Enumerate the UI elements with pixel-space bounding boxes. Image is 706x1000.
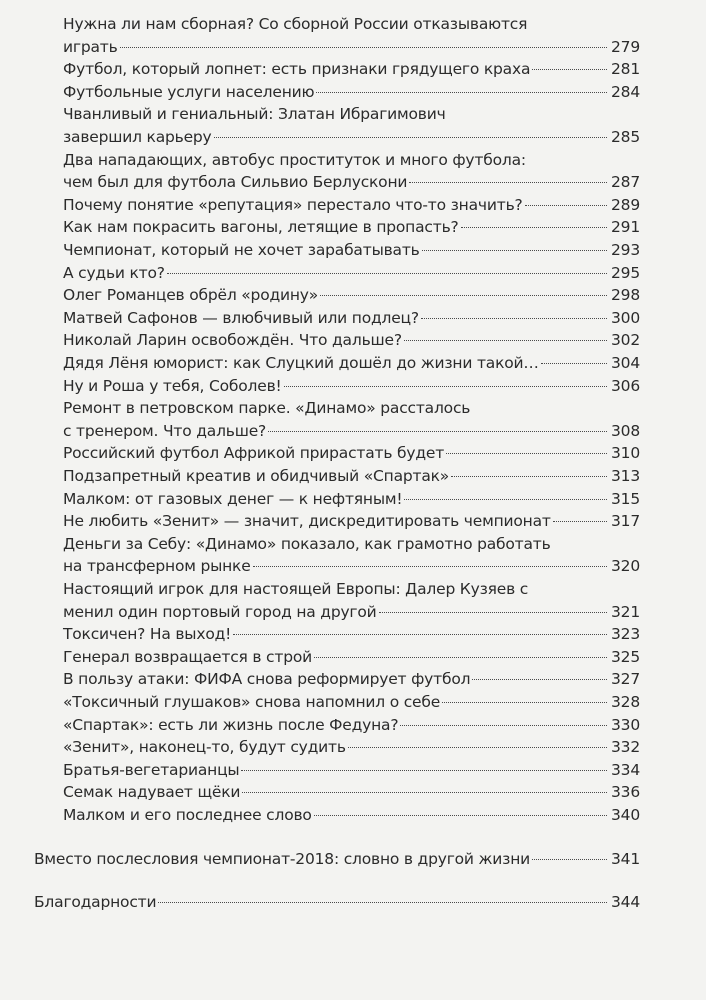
dot-leader [158,902,607,903]
toc-entry-line [63,555,640,578]
toc-entry[interactable] [63,668,640,691]
toc-page-number: 325 [611,647,640,666]
toc-page-number: 320 [611,557,640,576]
toc-entry-line [63,329,640,352]
toc-entry-line [63,194,640,217]
toc-entry[interactable] [63,329,640,352]
dot-leader [253,566,607,567]
toc-entry[interactable] [63,81,640,104]
toc-entry-title: Вместо послесловия чемпионат-2018: словно в другой жизни [34,849,531,868]
toc-entry-title: Футбольные услуги населению [63,82,315,101]
toc-page-number: 306 [611,376,640,395]
toc-page-number: 289 [611,195,640,214]
dot-leader [404,499,607,500]
dot-leader [409,182,607,183]
toc-entry-title: Почему понятие «репутация» перестало что-то значить? [63,195,523,214]
toc-entry[interactable] [63,352,640,375]
toc-entry-line [63,58,640,81]
toc-entry-line [63,736,640,759]
toc-entry-title: «Спартак»: есть ли жизнь после Федуна? [63,715,399,734]
toc-page-number: 279 [611,37,640,56]
toc-entry-line [63,442,640,465]
dot-leader [532,69,607,70]
toc-entry-title: на трансферном рынке [63,557,251,576]
toc-entry-title: Подзапретный креатив и обидчивый «Спартак» [63,467,450,485]
toc-entry-line [63,533,640,556]
toc-entry[interactable] [63,691,640,714]
toc-entry-line [63,488,640,511]
dot-leader [348,747,607,748]
toc-page-number: 302 [611,331,640,350]
toc-page-number: 340 [611,806,640,824]
toc-page-number: 323 [611,625,640,644]
dot-leader [167,273,607,274]
toc-entry[interactable] [34,891,640,914]
toc-entry-title: Настоящий игрок для настоящей Европы: Далер Кузяев с [63,580,529,598]
toc-entry-line [63,13,640,36]
toc-entry-title: Футбол, который лопнет: есть признаки грядущего краха [63,60,531,79]
dot-leader [314,815,607,816]
toc-entry-line [63,171,640,194]
dot-leader [404,340,607,341]
toc-entry-title: Нужна ли нам сборная? Со сборной России отказываются [63,15,528,33]
toc-entry-title: Ну и Роша у тебя, Соболев! [63,376,282,395]
toc-page-number: 328 [611,693,640,711]
toc-entry-line [63,397,640,420]
dot-leader [316,92,607,93]
toc-page-number: 336 [611,783,640,802]
toc-entry[interactable] [63,58,640,81]
toc-page-number: 308 [611,421,640,440]
toc-entry-title: В пользу атаки: ФИФА снова реформирует футбол [63,670,471,689]
toc-entry[interactable] [63,759,640,782]
toc-page-number: 313 [611,467,640,485]
toc-entry-title: Токсичен? На выход! [63,625,232,644]
toc-entry-line [63,691,640,714]
toc-entry[interactable] [63,510,640,533]
toc-entry[interactable] [63,465,640,488]
toc-entry[interactable] [63,533,640,578]
toc-entry-title: с тренером. Что дальше? [63,421,267,440]
toc-entry-title: Дядя Лёня юморист: как Слуцкий дошёл до жизни такой… [63,354,539,372]
toc-page-number: 332 [611,738,640,757]
toc-entry-line [63,510,640,533]
toc-entry[interactable] [63,13,640,58]
toc-page-number: 281 [611,60,640,79]
toc-entry-line [63,239,640,262]
toc-entry-line [63,307,640,330]
dot-leader [442,702,607,703]
toc-entry-line [63,465,640,488]
toc-entry-title: А судьи кто? [63,263,165,282]
dot-leader [214,137,607,138]
toc-entry-line [63,646,640,669]
toc-page-number: 310 [611,444,640,463]
toc-entry-title: Ремонт в петровском парке. «Динамо» рассталось [63,399,471,418]
toc-entry-line [63,375,640,398]
toc-entry-line [63,103,640,126]
toc-entry-line [63,714,640,737]
toc-entry-title: Братья-вегетарианцы [63,760,240,779]
dot-leader [461,227,607,228]
toc-entry-title: Чванливый и гениальный: Златан Ибрагимович [63,105,446,124]
dot-leader [233,634,607,635]
dot-leader [268,431,607,432]
toc-entry[interactable] [63,781,640,804]
toc-entry-title: Олег Романцев обрёл «родину» [63,286,319,305]
toc-entry-title: Благодарности [34,893,157,912]
toc-entry[interactable] [63,623,640,646]
toc-entry-title: менил один портовый город на другой [63,602,377,621]
toc-entry[interactable] [63,194,640,217]
toc-entry[interactable] [63,442,640,465]
toc-page-number: 285 [611,127,640,146]
dot-leader [314,657,607,658]
dot-leader [525,205,607,206]
toc-entry[interactable] [63,714,640,737]
toc-entry[interactable] [63,307,640,330]
toc-entry-title: Малком и его последнее слово [63,806,312,824]
toc-entry-line [63,759,640,782]
toc-entry-line [34,891,640,914]
toc-page-number: 344 [611,893,640,912]
toc-page-number: 341 [611,849,640,868]
dot-leader [400,725,607,726]
toc-page-number: 317 [611,512,640,531]
dot-leader [284,386,607,387]
toc-page-number: 295 [611,263,640,282]
toc-entry-title: Малком: от газовых денег — к нефтяным! [63,489,403,508]
toc-entry[interactable] [34,848,640,871]
toc-entry-title: Николай Ларин освобождён. Что дальше? [63,331,402,350]
toc-entry[interactable] [63,804,640,827]
toc-entry[interactable] [63,284,640,307]
toc-entry-title: играть [63,37,118,56]
toc-entry[interactable] [63,216,640,239]
toc-entry-line [63,601,640,624]
toc-page-number: 298 [611,286,640,305]
dot-leader [532,859,607,860]
toc-entry-title: Два нападающих, автобус проституток и много футбола: [63,150,526,169]
toc-entry-line [63,804,640,827]
toc-entry[interactable] [63,103,640,148]
toc-page-number: 287 [611,173,640,192]
toc-entry-title: Деньги за Себу: «Динамо» показало, как грамотно работать [63,534,551,553]
toc-entry[interactable] [63,397,640,442]
toc-entry-title: Генерал возвращается в строй [63,647,313,666]
toc-entry-line [63,81,640,104]
toc-entry-line [63,420,640,443]
toc-entry[interactable] [63,578,640,623]
dot-leader [541,363,607,364]
dot-leader [553,521,607,522]
toc-entry-title: Чемпионат, который не хочет зарабатывать [63,241,420,259]
toc-page-number: 284 [611,82,640,101]
toc-entry[interactable] [63,149,640,194]
toc-entry-line [63,149,640,172]
dot-leader [320,295,607,296]
toc-page-number: 330 [611,715,640,734]
toc-entry-line [63,668,640,691]
toc-entry-title: Российский футбол Африкой прирастать будет [63,444,445,463]
toc-page-number: 293 [611,241,640,259]
dot-leader [379,612,607,613]
toc-entry-line [63,781,640,804]
toc-entry[interactable] [63,262,640,285]
toc-entry-line [63,216,640,239]
toc-entry[interactable] [63,736,640,759]
dot-leader [451,476,607,477]
dot-leader [421,318,607,319]
toc-page-number: 315 [611,489,640,508]
dot-leader [446,453,607,454]
toc-entry-line [63,352,640,375]
toc-page-number: 334 [611,760,640,779]
toc-entry-line [63,126,640,149]
toc-entry[interactable] [63,375,640,398]
toc-entry-title: «Токсичный глушаков» снова напомнил о себе [63,693,441,711]
toc-entry-title: Матвей Сафонов — влюбчивый или подлец? [63,308,419,327]
toc-entry-title: чем был для футбола Сильвио Берлускони [63,173,408,192]
toc-entry-title: «Зенит», наконец-то, будут судить [63,738,346,757]
toc-page-number: 327 [611,670,640,689]
toc-entry-line [34,848,640,871]
toc-entry[interactable] [63,488,640,511]
toc-page-number: 291 [611,218,640,237]
dot-leader [242,792,607,793]
dot-leader [472,679,607,680]
toc-entry-line [63,623,640,646]
toc-entry[interactable] [63,239,640,262]
toc-entry-line [63,262,640,285]
toc-entry-title: Не любить «Зенит» — значит, дискредитировать чемпионат [63,512,551,531]
toc-entry-line [63,578,640,601]
toc-page-number: 321 [611,602,640,621]
toc-entry-line [63,284,640,307]
toc-page-number: 300 [611,308,640,327]
dot-leader [422,250,607,251]
toc-entry-title: завершил карьеру [63,127,212,146]
toc-entry-line [63,36,640,59]
dot-leader [120,47,607,48]
toc-entry-title: Как нам покрасить вагоны, летящие в пропасть? [63,218,459,237]
toc-entry-title: Семак надувает щёки [63,783,241,802]
toc-page-number: 304 [611,354,640,372]
toc-entry[interactable] [63,646,640,669]
dot-leader [241,770,607,771]
